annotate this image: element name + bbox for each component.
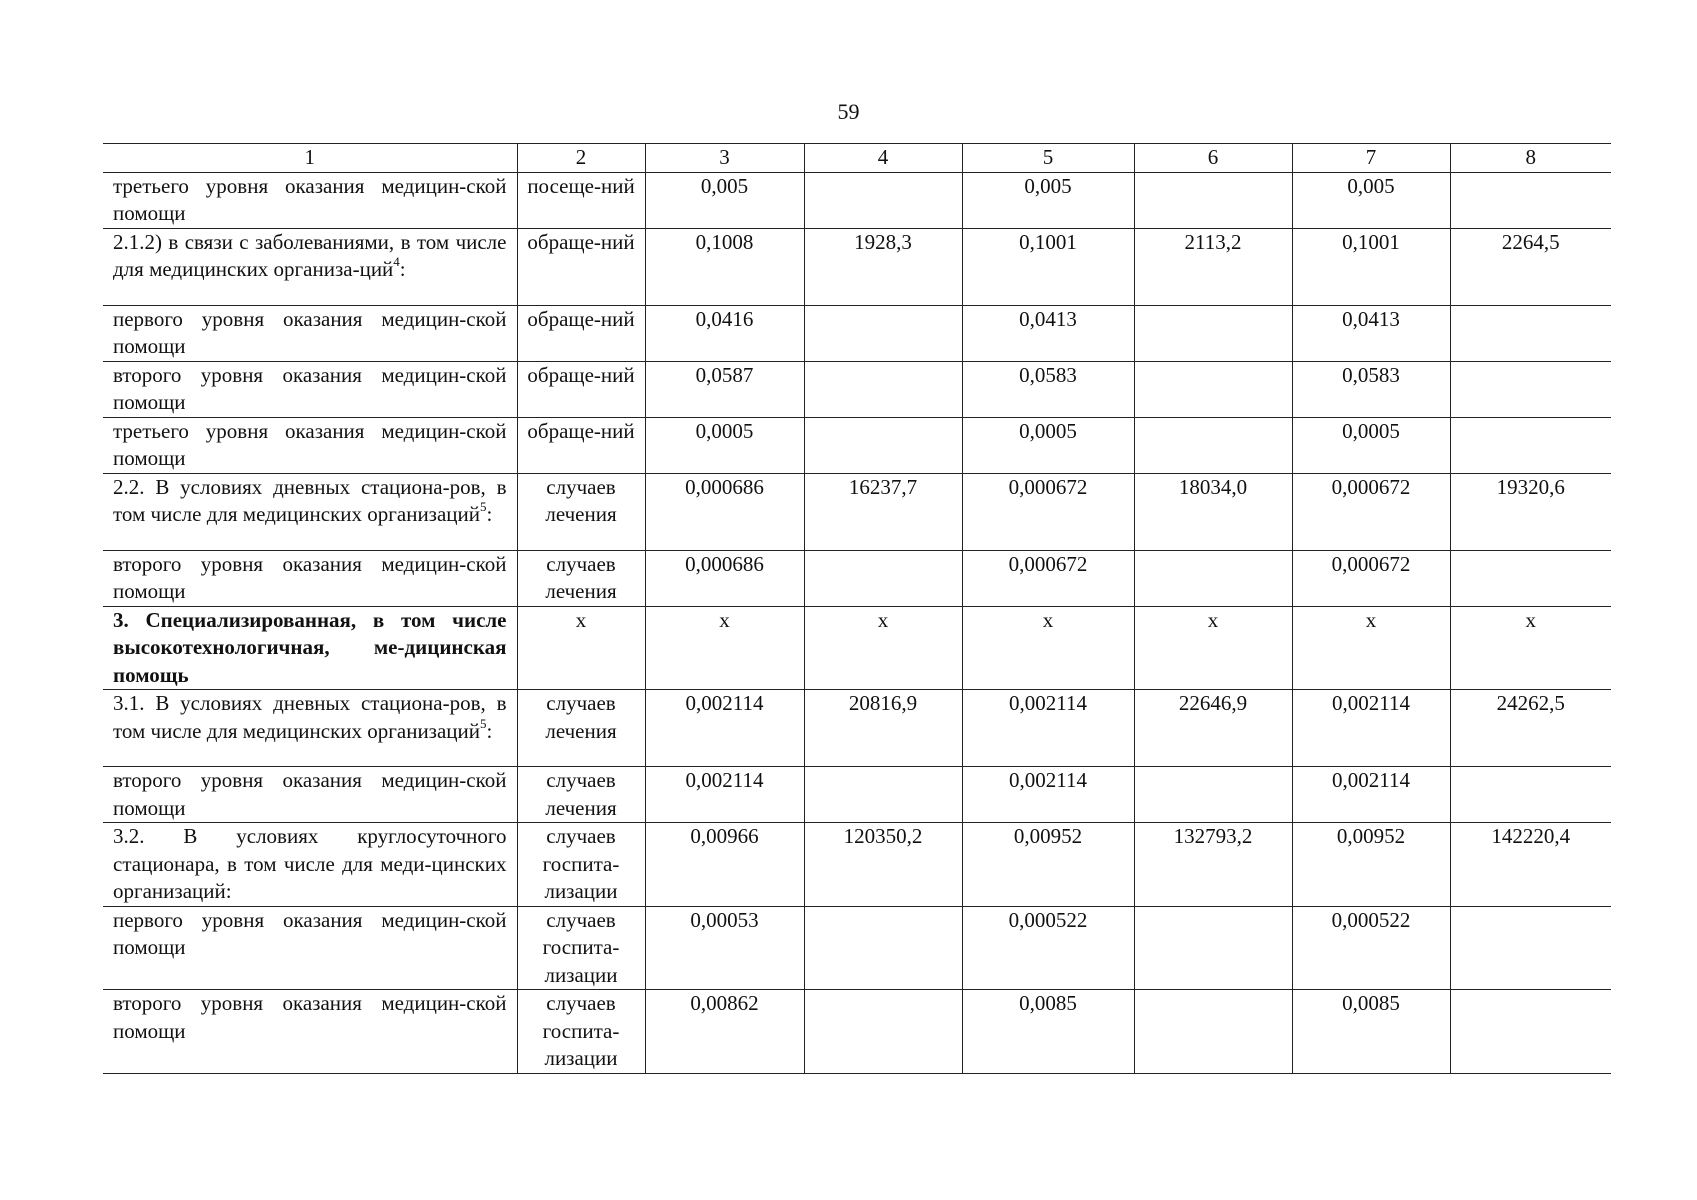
column-number: 4: [804, 144, 962, 173]
footnote-marker: 5: [480, 499, 487, 514]
table-row: [103, 417, 1611, 473]
indicator-name: [103, 172, 517, 228]
value-cell-v8: 24262,5: [1450, 690, 1611, 767]
indicator-name-tail: :: [399, 257, 406, 281]
indicator-name-text: третьего уровня оказания медицин-ской помощи: [113, 173, 507, 225]
column-number: 5: [962, 144, 1134, 173]
value-cell-v3: 0,00966: [645, 823, 804, 907]
table-row: [103, 305, 1611, 361]
value-cell-v8: 142220,4: [1450, 823, 1611, 907]
column-number-row: [103, 144, 1611, 173]
indicator-name-tail: :: [486, 502, 493, 526]
unit-cell: случаев лечения: [517, 690, 645, 767]
column-number: 3: [645, 144, 804, 173]
value-cell-v3: 0,005: [645, 172, 804, 228]
value-cell-v7: 0,0085: [1292, 990, 1450, 1074]
value-cell-v3: 0,0416: [645, 305, 804, 361]
unit-cell: х: [517, 606, 645, 690]
value-cell-v3: 0,0005: [645, 417, 804, 473]
value-cell-v3: 0,00862: [645, 990, 804, 1074]
value-cell-v5: 0,002114: [962, 690, 1134, 767]
norms-table: [103, 143, 1611, 1074]
table-row: [103, 690, 1611, 767]
value-cell-v7: 0,0005: [1292, 417, 1450, 473]
unit-cell: случаев госпита-лизации: [517, 906, 645, 990]
indicator-name: [103, 690, 517, 767]
indicator-name-text: третьего уровня оказания медицин-ской помощи: [113, 418, 507, 470]
value-cell-v7: 0,002114: [1292, 767, 1450, 823]
indicator-name: [103, 305, 517, 361]
column-number: 2: [517, 144, 645, 173]
value-cell-v5: х: [962, 606, 1134, 690]
value-cell-v6: [1134, 305, 1292, 361]
value-cell-v6: [1134, 550, 1292, 606]
value-cell-v4: 1928,3: [804, 228, 962, 305]
indicator-name-text: 3.2. В условиях круглосуточного стационара, в том числе для меди-цинских организаций:: [113, 824, 507, 903]
indicator-name-text: 3. Специализированная, в том числе высокотехнологичная, ме-дицинская помощь: [113, 607, 507, 687]
value-cell-v6: 132793,2: [1134, 823, 1292, 907]
column-number: 7: [1292, 144, 1450, 173]
value-cell-v4: [804, 305, 962, 361]
table-row: [103, 823, 1611, 907]
indicator-name: [103, 606, 517, 690]
table-row: [103, 767, 1611, 823]
value-cell-v8: [1450, 990, 1611, 1074]
value-cell-v6: [1134, 361, 1292, 417]
table-row: [103, 606, 1611, 690]
table-row: [103, 172, 1611, 228]
value-cell-v7: 0,000672: [1292, 473, 1450, 550]
value-cell-v3: 0,000686: [645, 550, 804, 606]
value-cell-v5: 0,1001: [962, 228, 1134, 305]
indicator-name-tail: :: [486, 718, 493, 743]
table-row: [103, 228, 1611, 305]
value-cell-v6: [1134, 906, 1292, 990]
footnote-marker: 4: [393, 254, 400, 269]
column-number: 6: [1134, 144, 1292, 173]
value-cell-v5: 0,0413: [962, 305, 1134, 361]
value-cell-v7: 0,000522: [1292, 906, 1450, 990]
value-cell-v7: 0,0583: [1292, 361, 1450, 417]
value-cell-v5: 0,002114: [962, 767, 1134, 823]
indicator-name: [103, 473, 517, 550]
indicator-name-text: второго уровня оказания медицин-ской помощи: [113, 991, 507, 1043]
value-cell-v8: 19320,6: [1450, 473, 1611, 550]
table-row: [103, 550, 1611, 606]
unit-cell: обраще-ний: [517, 361, 645, 417]
unit-cell: обраще-ний: [517, 417, 645, 473]
table-row: [103, 361, 1611, 417]
value-cell-v7: 0,1001: [1292, 228, 1450, 305]
value-cell-v7: х: [1292, 606, 1450, 690]
value-cell-v7: 0,005: [1292, 172, 1450, 228]
value-cell-v7: 0,002114: [1292, 690, 1450, 767]
value-cell-v6: 18034,0: [1134, 473, 1292, 550]
value-cell-v4: [804, 767, 962, 823]
value-cell-v4: 120350,2: [804, 823, 962, 907]
unit-cell: обраще-ний: [517, 305, 645, 361]
value-cell-v4: [804, 990, 962, 1074]
value-cell-v5: 0,000672: [962, 550, 1134, 606]
indicator-name-text: второго уровня оказания медицин-ской помощи: [113, 362, 507, 414]
unit-cell: случаев лечения: [517, 550, 645, 606]
value-cell-v8: х: [1450, 606, 1611, 690]
indicator-name-text: 2.2. В условиях дневных стациона-ров, в том числе для медицинских организаций: [113, 474, 507, 526]
column-number: 8: [1450, 144, 1611, 173]
unit-cell: случаев госпита-лизации: [517, 823, 645, 907]
value-cell-v3: 0,002114: [645, 767, 804, 823]
unit-cell: посеще-ний: [517, 172, 645, 228]
value-cell-v8: [1450, 767, 1611, 823]
value-cell-v8: [1450, 172, 1611, 228]
table-row: [103, 906, 1611, 990]
value-cell-v4: х: [804, 606, 962, 690]
value-cell-v6: [1134, 990, 1292, 1074]
value-cell-v5: 0,0085: [962, 990, 1134, 1074]
value-cell-v8: 2264,5: [1450, 228, 1611, 305]
value-cell-v3: 0,00053: [645, 906, 804, 990]
table-body: [103, 172, 1611, 1073]
column-number: 1: [103, 144, 517, 173]
value-cell-v4: 16237,7: [804, 473, 962, 550]
indicator-name: [103, 906, 517, 990]
value-cell-v3: 0,002114: [645, 690, 804, 767]
indicator-name-text: второго уровня оказания медицин-ской помощи: [113, 768, 507, 820]
value-cell-v3: 0,000686: [645, 473, 804, 550]
value-cell-v6: [1134, 417, 1292, 473]
value-cell-v5: 0,000672: [962, 473, 1134, 550]
table-row: [103, 990, 1611, 1074]
value-cell-v7: 0,0413: [1292, 305, 1450, 361]
indicator-name: [103, 823, 517, 907]
unit-cell: случаев лечения: [517, 473, 645, 550]
value-cell-v3: 0,0587: [645, 361, 804, 417]
indicator-name-text: первого уровня оказания медицин-ской помощи: [113, 907, 507, 959]
value-cell-v6: 2113,2: [1134, 228, 1292, 305]
value-cell-v3: х: [645, 606, 804, 690]
unit-cell: случаев лечения: [517, 767, 645, 823]
value-cell-v5: 0,005: [962, 172, 1134, 228]
value-cell-v6: [1134, 172, 1292, 228]
indicator-name-text: первого уровня оказания медицин-ской помощи: [113, 306, 507, 358]
value-cell-v4: [804, 361, 962, 417]
indicator-name: [103, 767, 517, 823]
value-cell-v5: 0,00952: [962, 823, 1134, 907]
value-cell-v5: 0,000522: [962, 906, 1134, 990]
indicator-name: [103, 990, 517, 1074]
unit-cell: обраще-ний: [517, 228, 645, 305]
value-cell-v8: [1450, 361, 1611, 417]
table-row: [103, 473, 1611, 550]
value-cell-v5: 0,0583: [962, 361, 1134, 417]
indicator-name-text: 2.1.2) в связи с заболеваниями, в том числе для медицинских организа-ций: [113, 229, 507, 281]
value-cell-v8: [1450, 550, 1611, 606]
indicator-name: [103, 550, 517, 606]
page-number: 59: [837, 99, 860, 124]
value-cell-v6: 22646,9: [1134, 690, 1292, 767]
value-cell-v4: [804, 550, 962, 606]
value-cell-v4: 20816,9: [804, 690, 962, 767]
value-cell-v7: 0,000672: [1292, 550, 1450, 606]
value-cell-v5: 0,0005: [962, 417, 1134, 473]
indicator-name: [103, 228, 517, 305]
value-cell-v4: [804, 172, 962, 228]
unit-cell: случаев госпита-лизации: [517, 990, 645, 1074]
value-cell-v6: [1134, 767, 1292, 823]
indicator-name-text: 3.1. В условиях дневных стациона-ров, в том числе для медицинских организаций: [113, 691, 507, 743]
value-cell-v8: [1450, 417, 1611, 473]
value-cell-v4: [804, 906, 962, 990]
value-cell-v8: [1450, 906, 1611, 990]
value-cell-v6: х: [1134, 606, 1292, 690]
value-cell-v3: 0,1008: [645, 228, 804, 305]
value-cell-v4: [804, 417, 962, 473]
indicator-name: [103, 417, 517, 473]
value-cell-v7: 0,00952: [1292, 823, 1450, 907]
footnote-marker: 5: [480, 715, 487, 731]
value-cell-v8: [1450, 305, 1611, 361]
indicator-name-text: второго уровня оказания медицин-ской помощи: [113, 551, 507, 603]
indicator-name: [103, 361, 517, 417]
